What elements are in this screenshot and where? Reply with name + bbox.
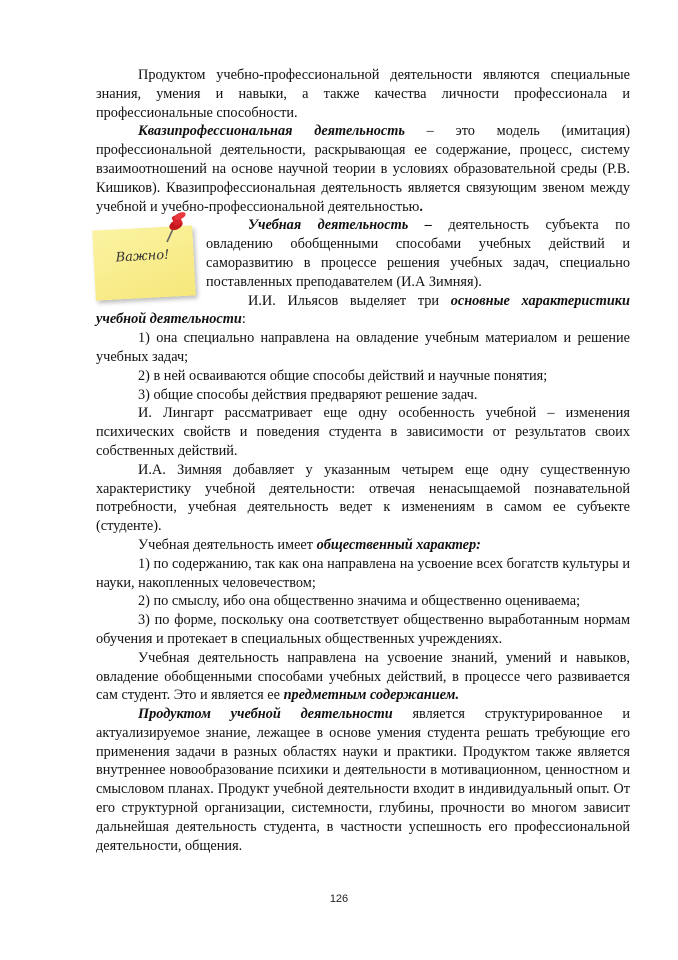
paragraph-ilyasov-end: : xyxy=(241,311,246,328)
term-main-characteristics: основные характеристики учебной деятельности xyxy=(96,292,630,328)
paragraph-subject-text: Учебная деятельность направлена на усвоение знаний, умений и навыков, овладение обобщенными способами учебных действий, в процессе чего развивается сам студент. Это и является ее xyxy=(96,649,630,704)
paragraph-quasi-text: – это модель (имитация) профессиональной деятельности, раскрывающая ее содержание, процесс, систему взаимоотношений на основе научной теории в условиях образовательной среды (Р.В. Кишиков). Квазипрофессиональная деятельность является связующим звеном между учебной и учебно-профессиональной деятельностью xyxy=(96,123,630,215)
paragraph-subject-content xyxy=(96,649,630,705)
term-learning-product: Продуктом учебной деятельности xyxy=(138,706,393,723)
term-learning-activity: Учебная деятельность – xyxy=(248,217,432,234)
paragraph-learning-product xyxy=(96,705,630,855)
paragraph-quasi-professional xyxy=(96,122,630,216)
paragraph-social-character xyxy=(96,536,630,555)
paragraph-zimnyaya: И.А. Зимняя добавляет у указанным четырем еще одну существенную характеристику учебной деятельности: отвечая ненасыщаемой познавательной потребности, учебная деятельность ведет к изменениям в самом ее субъекте (студенте). xyxy=(96,461,630,535)
list-item: 2) по смыслу, ибо она общественно значима и общественно оцениваема; xyxy=(138,593,581,610)
term-social-character: общественный характер: xyxy=(316,536,481,553)
sticky-note xyxy=(90,218,198,308)
paragraph-ilyasov-text: И.И. Ильясов выделяет три xyxy=(248,292,451,309)
push-pin-icon xyxy=(158,212,188,248)
term-subject-content: предметным содержанием. xyxy=(283,687,460,704)
page-body xyxy=(96,66,630,855)
paragraph-learning-product-text: является структурированное и актуализируемое знание, лежащее в основе умения студента решать требующие его применения задачи в разных областях науки и практики. Продуктом также является внутреннее новообразование психики и деятельности в мотивационном, ценностном и смысловом планах. Продукт учебной деятельности входит в индивидуальный опыт. От его структурной организации, системности, глубины, прочности во многом зависит дальнейшая деятельность студента, в частности успешность его профессиональной деятельности, общения. xyxy=(96,706,630,854)
paragraph-quasi-end: . xyxy=(419,198,423,215)
term-quasi-professional: Квазипрофессиональная деятельность xyxy=(138,123,405,140)
list-item: 3) общие способы действия предваряют решение задач. xyxy=(138,386,478,403)
paragraph-learning-text: деятельность субъекта по овладению обобщенными способами учебных действий и саморазвитию в процессе решения учебных задач, специально поставленных преподавателем (И.А Зимняя). xyxy=(206,217,630,290)
paragraph-social-text: Учебная деятельность имеет xyxy=(138,536,317,553)
paragraph-product-definition: Продуктом учебно-профессиональной деятельности являются специальные знания, умения и навыки, а также качества личности профессионала и профессиональные способности. xyxy=(96,67,630,121)
page-number: 126 xyxy=(329,893,349,905)
list-item: 1) по содержанию, так как она направлена на усвоение всех богатств культуры и науки, накопленных человечеством; xyxy=(96,555,630,591)
sticky-note-text: Важно! xyxy=(115,248,170,266)
list-item: 3) по форме, поскольку она соответствует общественно выработанным нормам обучения и протекает в специальных общественных учреждениях. xyxy=(96,612,630,647)
list-item: 1) она специально направлена на овладение учебным материалом и решение учебных задач; xyxy=(96,330,630,365)
paragraph-lingart: И. Лингарт рассматривает еще одну особенность учебной – изменения психических свойств и поведения студента в зависимости от результатов своих собственных действий. xyxy=(96,405,630,459)
list-item: 2) в ней осваиваются общие способы действий и научные понятия; xyxy=(138,367,548,384)
